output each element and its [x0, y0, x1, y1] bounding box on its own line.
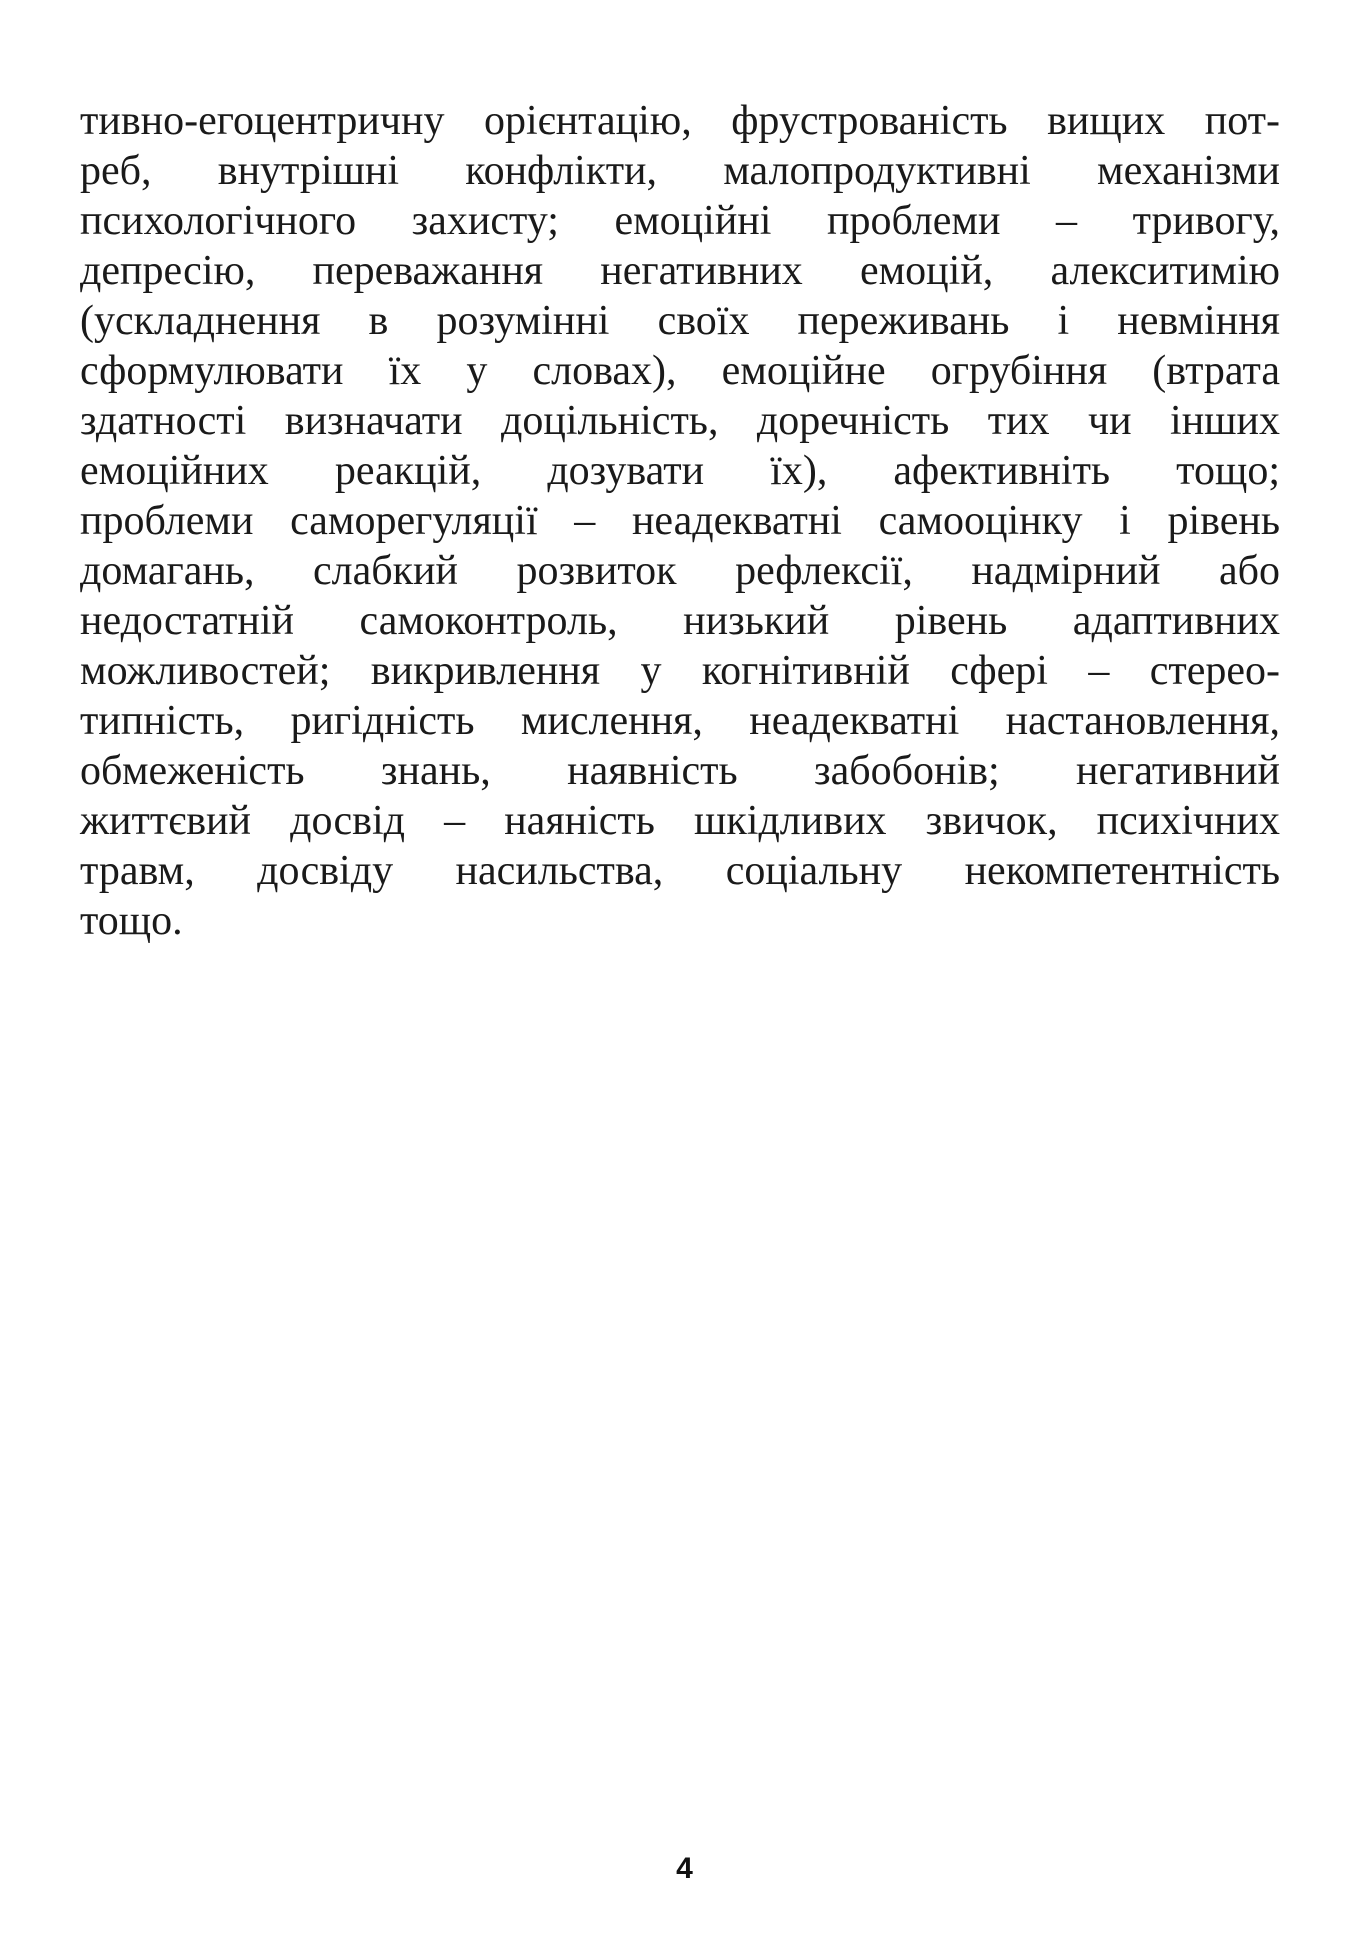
body-text [80, 96, 1280, 946]
text-line: сформулювати їх у словах), емоційне огрубіння (втрата [80, 348, 1280, 394]
text-line: домагань, слабкий розвиток рефлексії, надмірний або [80, 548, 1280, 594]
text-line: тощо. [80, 898, 183, 944]
text-line: реб, внутрішні конфлікти, малопродуктивні механізми [80, 148, 1280, 194]
text-line: недостатній самоконтроль, низький рівень адаптивних [80, 598, 1280, 644]
text-line: депресію, переважання негативних емоцій, алекситимію [80, 248, 1280, 294]
page-number: 4 [676, 1852, 693, 1885]
text-line: психологічного захисту; емоційні проблеми – тривогу, [80, 198, 1280, 244]
text-line: тивно-егоцентричну орієнтацію, фрустрованість вищих пот- [80, 98, 1280, 144]
text-line: травм, досвіду насильства, соціальну некомпетентність [80, 848, 1280, 894]
text-line: життєвий досвід – наяність шкідливих звичок, психічних [80, 798, 1280, 844]
text-line: можливостей; викривлення у когнітивній сфері – стерео- [80, 648, 1280, 694]
text-line: проблеми саморегуляції – неадекватні самооцінку і рівень [80, 498, 1280, 544]
text-line: здатності визначати доцільність, доречність тих чи інших [80, 398, 1280, 444]
text-line: емоційних реакцій, дозувати їх), афективніть тощо; [80, 448, 1280, 494]
text-line: (ускладнення в розумінні своїх переживань і невміння [80, 298, 1280, 344]
text-line: типність, ригідність мислення, неадекватні настановлення, [80, 698, 1280, 744]
text-line: обмеженість знань, наявність забобонів; негативний [80, 748, 1280, 794]
